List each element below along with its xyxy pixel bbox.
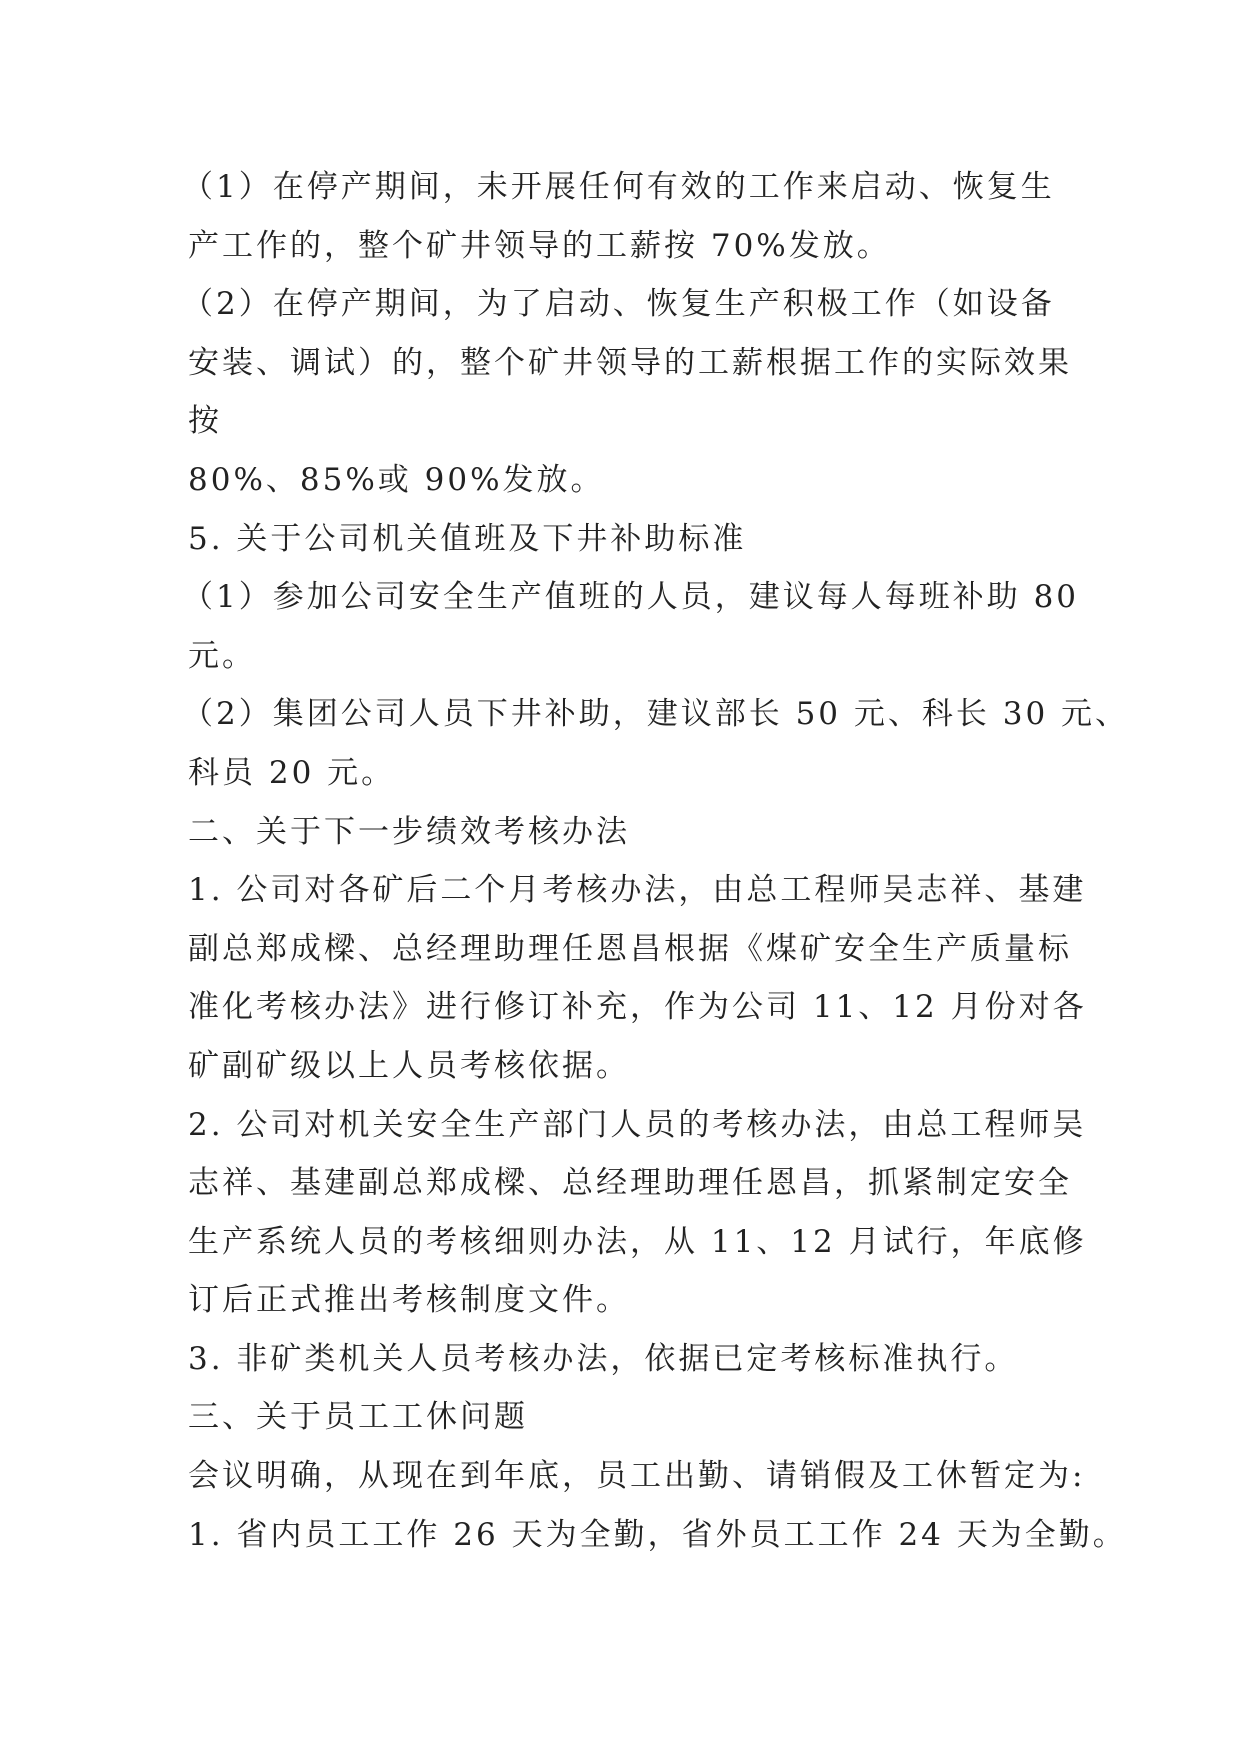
body-line: 安装、调试）的，整个矿井领导的工薪根据工作的实际效果 (188, 344, 1072, 381)
section-heading: 二、关于下一步绩效考核办法 (188, 813, 630, 850)
body-line: 1. 公司对各矿后二个月考核办法，由总工程师吴志祥、基建 (188, 872, 1087, 909)
section-heading: 5. 关于公司机关值班及下井补助标准 (188, 520, 747, 557)
body-line: 订后正式推出考核制度文件。 (188, 1282, 630, 1319)
body-line: （1）在停产期间，未开展任何有效的工作来启动、恢复生 (182, 169, 1055, 205)
body-line: （2）在停产期间，为了启动、恢复生产积极工作（如设备 (182, 286, 1055, 323)
body-line: 副总郑成樑、总经理助理任恩昌根据《煤矿安全生产质量标 (188, 930, 1072, 967)
body-line: 科员 20 元。 (188, 754, 396, 791)
section-heading: 三、关于员工工休问题 (188, 1399, 528, 1436)
body-line: 志祥、基建副总郑成樑、总经理助理任恩昌，抓紧制定安全 (188, 1165, 1072, 1202)
body-line: （2）集团公司人员下井补助，建议部长 50 元、科长 30 元、 (182, 696, 1130, 733)
body-line: 准化考核办法》进行修订补充，作为公司 11、12 月份对各 (188, 989, 1087, 1026)
body-line: 生产系统人员的考核细则办法，从 11、12 月试行，年底修 (188, 1223, 1087, 1260)
document-body (182, 158, 1130, 1564)
body-line: 产工作的，整个矿井领导的工薪按 70%发放。 (188, 227, 891, 264)
body-line: 元。 (188, 637, 256, 674)
body-line: 矿副矿级以上人员考核依据。 (188, 1047, 630, 1084)
body-line: 1. 省内员工工作 26 天为全勤，省外员工工作 24 天为全勤。 (188, 1516, 1127, 1553)
body-line: 80%、85%或 90%发放。 (188, 461, 605, 498)
body-line: 会议明确，从现在到年底，员工出勤、请销假及工休暂定为: (188, 1458, 1086, 1495)
body-line: 3. 非矿类机关人员考核办法，依据已定考核标准执行。 (188, 1340, 1019, 1377)
body-line: 2. 公司对机关安全生产部门人员的考核办法，由总工程师吴 (188, 1106, 1087, 1143)
body-line: （1）参加公司安全生产值班的人员，建议每人每班补助 80 (182, 579, 1080, 616)
body-line: 按 (188, 403, 222, 440)
